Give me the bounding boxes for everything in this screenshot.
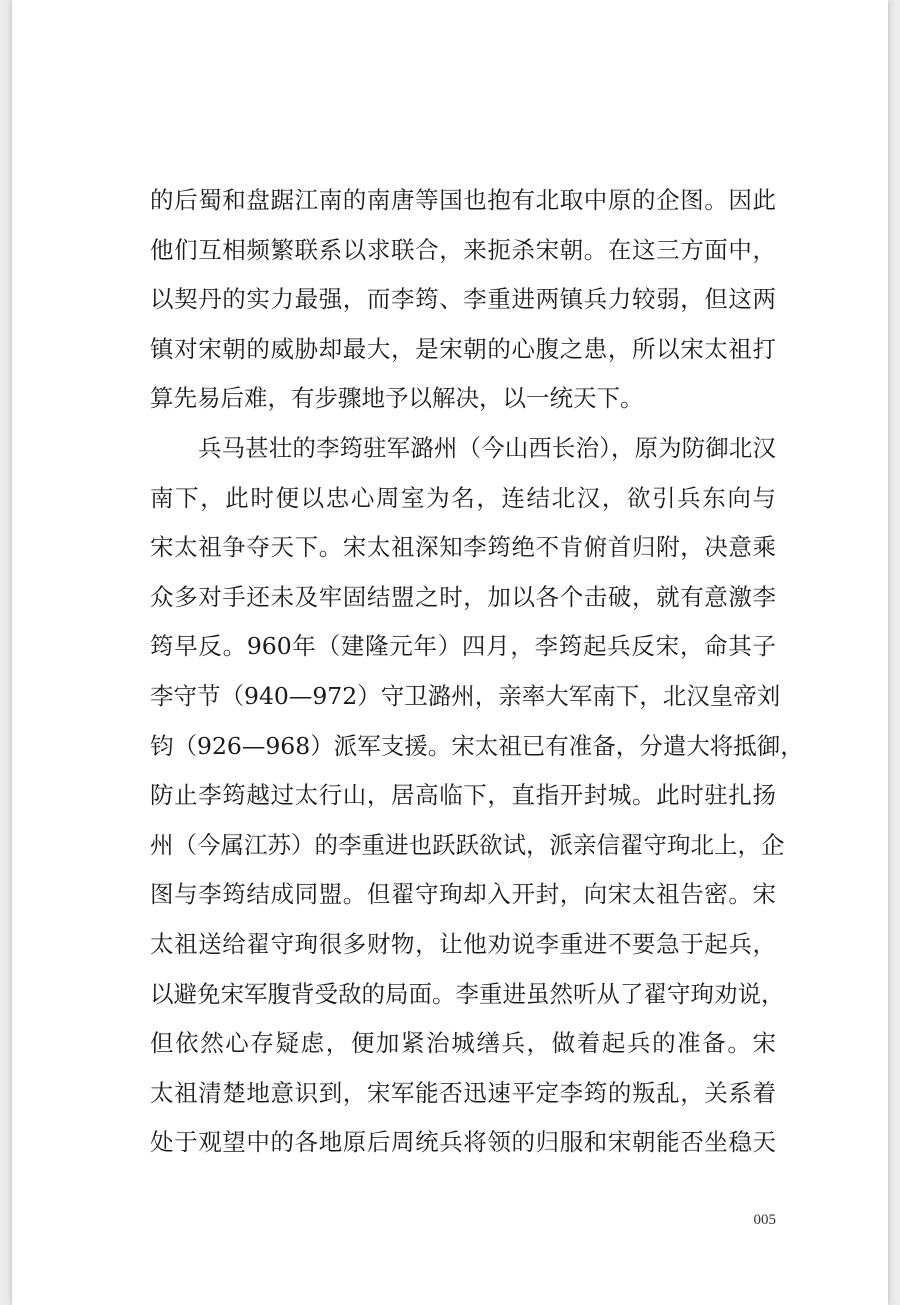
- text-line: 太祖清楚地意识到，宋军能否迅速平定李筠的叛乱，关系着: [150, 1078, 776, 1107]
- text-line: 处于观望中的各地原后周统兵将领的归服和宋朝能否坐稳天: [150, 1128, 776, 1157]
- text-line: 州（今属江苏）的李重进也跃跃欲试，派亲信翟守珣北上，企: [150, 830, 785, 859]
- page-number: 005: [753, 1212, 776, 1228]
- text-line: 镇对宋朝的威胁却最大，是宋朝的心腹之患，所以宋太祖打: [150, 334, 776, 363]
- text-line: 但依然心存疑虑，便加紧治城缮兵，做着起兵的准备。宋: [150, 1029, 776, 1058]
- text-line: 以契丹的实力最强，而李筠、李重进两镇兵力较弱，但这两: [150, 285, 776, 314]
- book-page: [12, 0, 888, 1305]
- text-line: 他们互相频繁联系以求联合，来扼杀宋朝。在这三方面中，: [150, 235, 776, 264]
- paragraph: [150, 176, 776, 424]
- text-line: 钧（926—968）派军支援。宋太祖已有准备，分遣大将抵御，: [150, 731, 804, 760]
- text-line: 防止李筠越过太行山，居高临下，直指开封城。此时驻扎扬: [150, 781, 776, 810]
- text-line: 太祖送给翟守珣很多财物，让他劝说李重进不要急于起兵，: [150, 929, 776, 958]
- body-text: [150, 176, 804, 1168]
- text-line: 宋太祖争夺天下。宋太祖深知李筠绝不肯俯首归附，决意乘: [150, 533, 776, 562]
- text-line: 筠早反。960年（建隆元年）四月，李筠起兵反宋，命其子: [150, 632, 776, 661]
- text-line: 以避免宋军腹背受敌的局面。李重进虽然听从了翟守珣劝说，: [150, 979, 785, 1008]
- text-line: 南下，此时便以忠心周室为名，连结北汉，欲引兵东向与: [150, 483, 776, 512]
- text-line: 的后蜀和盘踞江南的南唐等国也抱有北取中原的企图。因此: [150, 186, 776, 214]
- text-line: 李守节（940—972）守卫潞州，亲率大军南下，北汉皇帝刘: [150, 681, 781, 710]
- text-line: 图与李筠结成同盟。但翟守珣却入开封，向宋太祖告密。宋: [150, 880, 776, 909]
- text-line: 兵马甚壮的李筠驻军潞州（今山西长治），原为防御北汉: [198, 433, 776, 462]
- text-line: 众多对手还未及牢固结盟之时，加以各个击破，就有意激李: [150, 582, 776, 611]
- paragraph: [150, 424, 804, 1168]
- text-line: 算先易后难，有步骤地予以解决，以一统天下。: [150, 384, 644, 413]
